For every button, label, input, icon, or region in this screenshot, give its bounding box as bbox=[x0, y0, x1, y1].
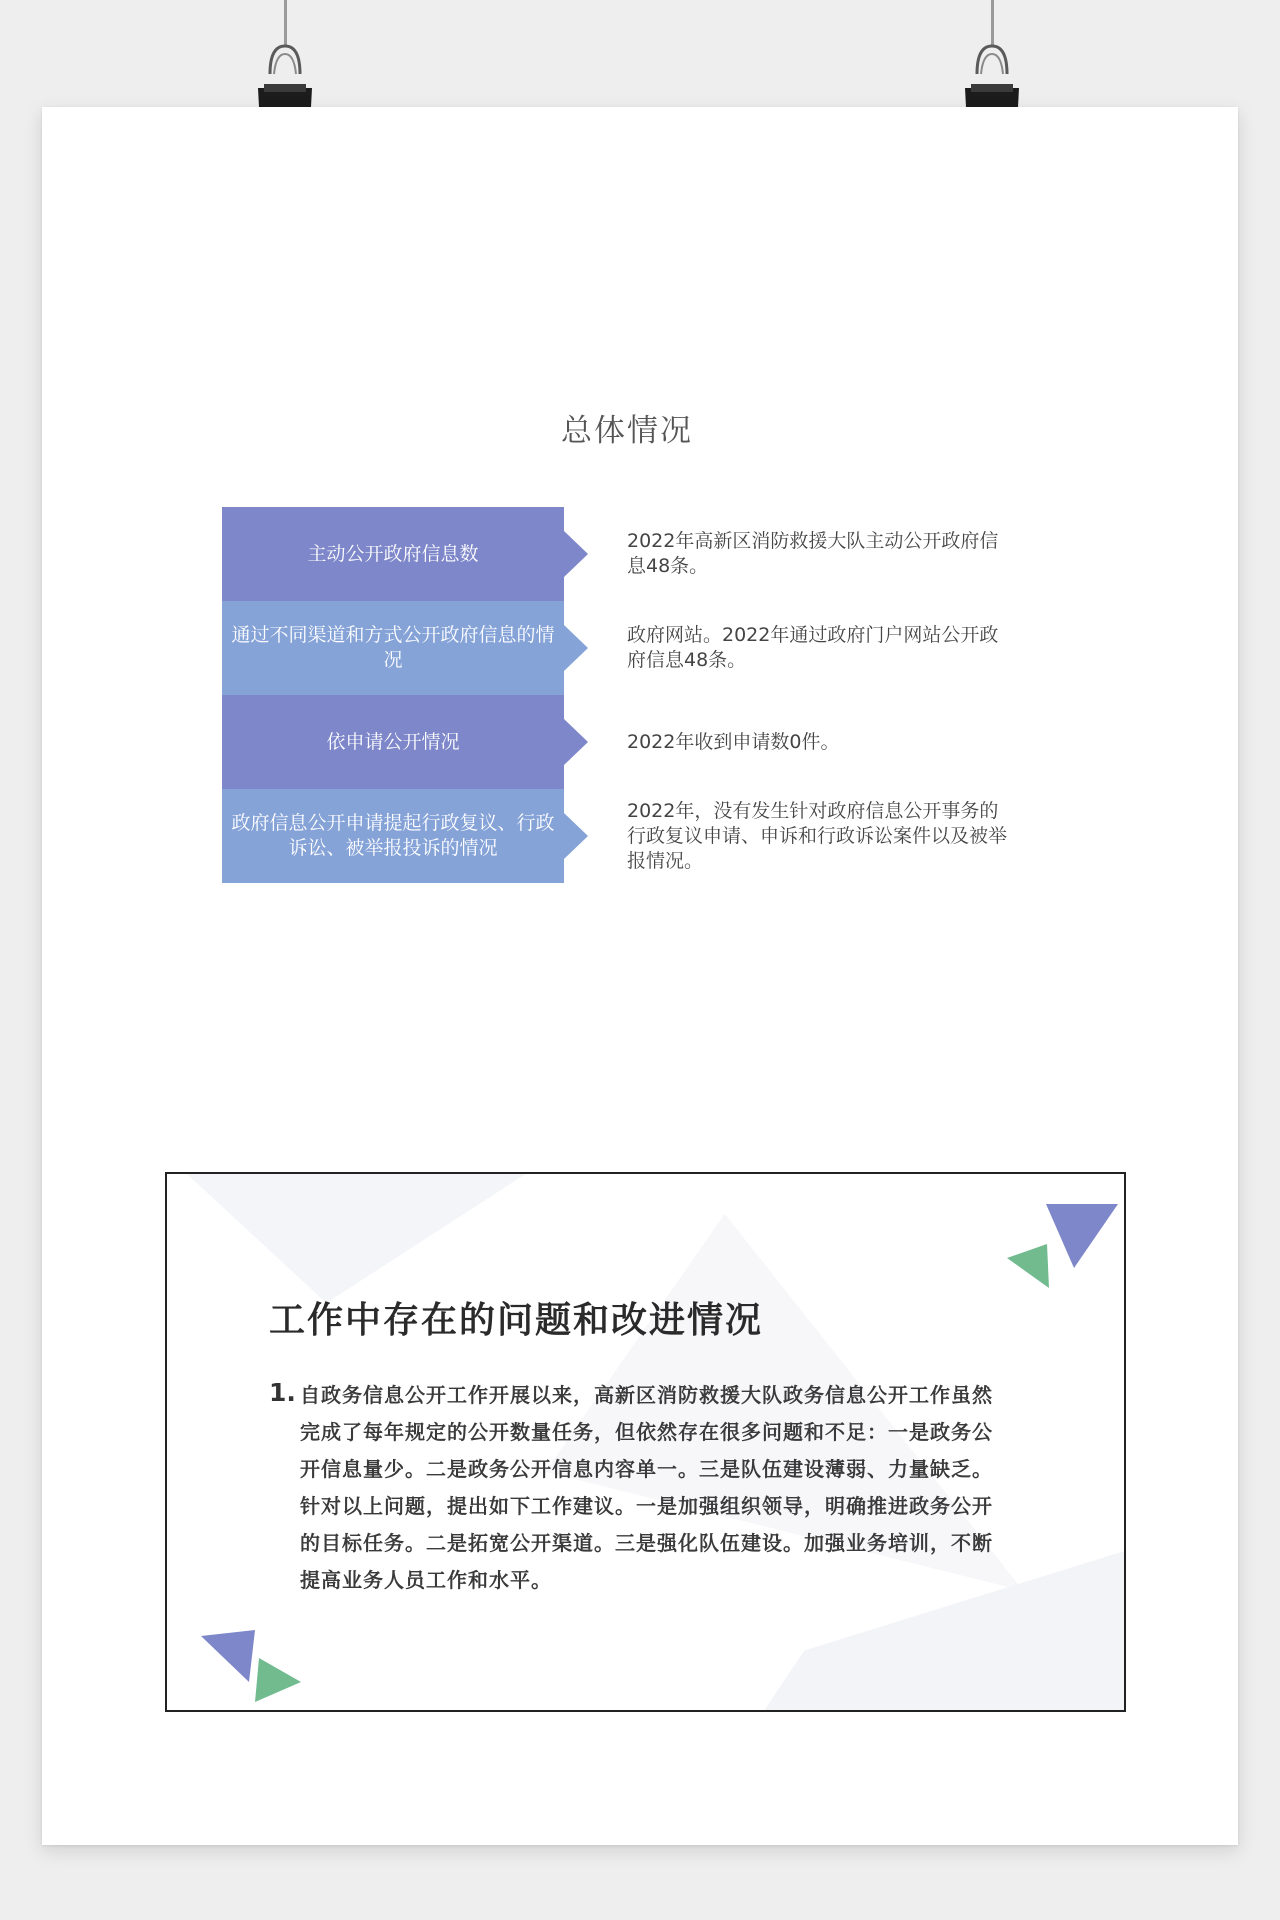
row-arrow-icon bbox=[564, 813, 588, 859]
row-arrow-icon bbox=[564, 719, 588, 765]
overview-row bbox=[222, 507, 1122, 601]
row-label: 依申请公开情况 bbox=[222, 695, 564, 789]
triangle-purple-bottom-icon bbox=[201, 1630, 257, 1684]
row-label: 政府信息公开申请提起行政复议、行政诉讼、被举报投诉的情况 bbox=[222, 789, 564, 883]
row-label: 通过不同渠道和方式公开政府信息的情况 bbox=[222, 601, 564, 695]
row-description: 政府网站。2022年通过政府门户网站公开政府信息48条。 bbox=[627, 624, 999, 671]
overview-row bbox=[222, 601, 1122, 695]
triangle-green-top-icon bbox=[1007, 1244, 1051, 1290]
row-label: 主动公开政府信息数 bbox=[222, 507, 564, 601]
problems-title: 工作中存在的问题和改进情况 bbox=[269, 1300, 764, 1341]
triangle-shape bbox=[1007, 1244, 1049, 1288]
triangle-green-bottom-icon bbox=[255, 1658, 303, 1704]
triangle-shape bbox=[201, 1630, 255, 1682]
problems-panel bbox=[165, 1172, 1126, 1712]
triangle-shape bbox=[255, 1658, 301, 1702]
overview-title: 总体情况 bbox=[561, 413, 693, 449]
triangle-purple-top-icon bbox=[1046, 1204, 1118, 1270]
list-item-text: 自政务信息公开工作开展以来，高新区消防救援大队政务信息公开工作虽然完成了每年规定的公开数量任务，但依然存在很多问题和不足：一是政务公开信息量少。二是政务公开信息内容单一。三是队伍建设薄弱、力量缺乏。针对以上问题，提出如下工作建议。一是加强组织领导，明确推进政务公开的目标任务。二是拓宽公开渠道。三是强化队伍建设。加强业务培训，不断提高业务人员工作和水平。 bbox=[300, 1383, 993, 1592]
list-item-number: 1. bbox=[269, 1378, 296, 1407]
row-arrow-icon bbox=[564, 531, 588, 577]
row-description: 2022年高新区消防救援大队主动公开政府信息48条。 bbox=[627, 530, 999, 577]
row-arrow-icon bbox=[564, 625, 588, 671]
overview-row bbox=[222, 789, 1122, 883]
row-description: 2022年，没有发生针对政府信息公开事务的行政复议申请、申诉和行政诉讼案件以及被举报情况。 bbox=[627, 799, 1008, 872]
triangle-shape bbox=[1046, 1204, 1118, 1268]
row-description: 2022年收到申请数0件。 bbox=[627, 730, 840, 753]
overview-row bbox=[222, 695, 1122, 789]
poster-sheet bbox=[42, 107, 1238, 1845]
